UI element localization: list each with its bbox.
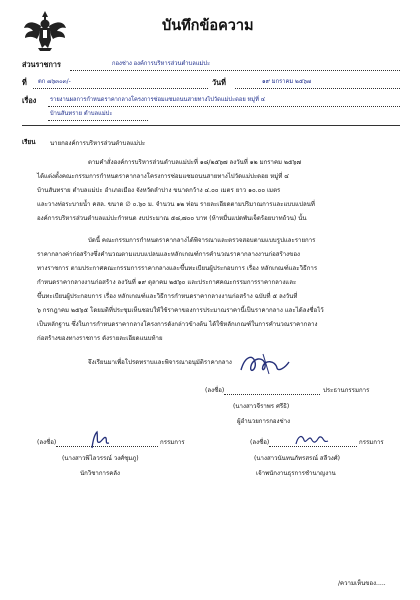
para2-line: เป็นหลักฐาน ซึ่งในการกำหนดราคากลางโครงการดังกล่าวข้างต้น ได้ใช้หลักเกณฑ์ในการคำนวณราคากลาง xyxy=(37,321,318,328)
right-sign-dotline xyxy=(269,446,357,447)
para1-line: องค์การบริหารส่วนตำบลแม่ปะกำหนด งบประมาณ ๕๘,๗๐๐ บาท (ห้าหมื่นแปดพันเจ็ดร้อยบาทถ้วน) นั้น xyxy=(37,215,307,222)
left-sign-dotline xyxy=(56,446,158,447)
right-member-signature xyxy=(292,430,332,454)
para2-line: กำหนดราคากลางงานก่อสร้าง ลงวันที่ ๑๙ ตุลาคม ๒๕๖๐ และประกาศคณะกรรมการราคากลางและ xyxy=(37,279,297,286)
subject-label: เรื่อง xyxy=(22,96,37,105)
para2-line: ก่อสร้างของทางราชการ ดังรายละเอียดแนบท้าย xyxy=(37,335,163,342)
header-divider xyxy=(22,125,400,126)
left-member-name: (นางสาวพิไลวรรณ์ วงศ์ชุมภู) xyxy=(62,455,139,462)
date-label: วันที่ xyxy=(212,78,226,87)
ref-label: ที่ xyxy=(22,78,27,87)
subject-dotline-1 xyxy=(48,106,400,107)
para2-line: ขึ้นทะเบียนผู้ประกอบการ เรื่อง หลักเกณฑ์และวิธีการกำหนดราคากลางงานก่อสร้าง ฉบับที่ ๕ ลงวันที่ xyxy=(37,293,298,300)
subject-dotline-2 xyxy=(48,120,148,121)
garuda-emblem-icon xyxy=(22,8,68,52)
subject-line-2: บ้านสันทราย ตำบลแม่ปะ xyxy=(50,111,113,117)
chair-sign-dotline xyxy=(224,394,320,395)
date-dotline xyxy=(235,88,400,89)
salutation-label: เรียน xyxy=(22,139,36,146)
para1-line: และวางท่อระบายน้ำ คสล. ขนาด ∅ ๐.๖๐ ม. จำนวน ๑๒ ท่อน รายละเอียดตามปริมาณการและแบบแปลนที่ xyxy=(37,201,315,208)
left-member-role: กรรมการ xyxy=(160,439,185,446)
right-member-position: เจ้าพนักงานธุรการชำนาญงาน xyxy=(256,470,336,477)
memo-title: บันทึกข้อความ xyxy=(162,18,254,34)
chair-name: (นางสาวจีราพร ศรีธิ) xyxy=(233,403,290,410)
right-sign-label: (ลงชื่อ) xyxy=(250,439,270,446)
chair-role: ประธานกรรมการ xyxy=(323,387,370,394)
subject-line-1: รายงานผลการกำหนดราคากลางโครงการซ่อมแซมถนนสายทางไปวัดแม่ปะดอย หมู่ที่ ๔ xyxy=(50,97,266,103)
chair-sign-label: (ลงชื่อ) xyxy=(205,387,225,394)
para2-line: ๖ กรกฎาคม ๒๕๖๕ โดยมติที่ประชุมเห็นชอบให้ใช้ราคาของการประมาณราคานี้เป็นราคากลาง และได้ลงชื่อไว้ xyxy=(37,307,324,314)
para2-line: ทางราชการ ตามประกาศคณะกรรมการราคากลางและขึ้นทะเบียนผู้ประกอบการ เรื่อง หลักเกณฑ์และวิธีการ xyxy=(37,265,318,272)
date-value: ๑๙ มกราคม ๒๕๖๗ xyxy=(262,79,312,85)
left-sign-label: (ลงชื่อ) xyxy=(37,439,57,446)
right-member-role: กรรมการ xyxy=(359,439,384,446)
closing-line: จึงเรียนมาเพื่อโปรดทราบและพิจารณาอนุมัติราคากลาง xyxy=(88,359,232,366)
agency-label: ส่วนราชการ xyxy=(22,60,61,69)
salutation-value: นายกองค์การบริหารส่วนตำบลแม่ปะ xyxy=(50,140,146,147)
para1-line: ได้แต่งตั้งคณะกรรมการกำหนดราคากลางโครงการซ่อมแซมถนนสายทางไปวัดแม่ปะดอย หมู่ที่ ๔ xyxy=(37,173,289,180)
para2-line: ราคากลางค่าก่อสร้างซึ่งคำนวณตามแบบแปลนและหลักเกณฑ์การคำนวณราคากลางงานก่อสร้างของ xyxy=(37,251,300,258)
right-member-name: (นางสาวนันทนภัทรสรณ์ สลีวงศ์) xyxy=(254,455,341,462)
para1-line: ตามคำสั่งองค์การบริหารส่วนตำบลแม่ปะที่ ๑๘/๒๕๖๗ ลงวันที่ ๑๒ มกราคม ๒๕๖๗ xyxy=(88,159,302,166)
agency-dotline xyxy=(70,70,400,71)
chair-position: ผู้อำนวยการกองช่าง xyxy=(237,418,291,425)
ref-value: ตก ๗๖๓๐๓/- xyxy=(38,79,71,85)
para2-line: บัดนี้ คณะกรรมการกำหนดราคากลางได้พิจารณาและตรวจสอบตามแบบรูปและรายการ xyxy=(88,237,316,244)
agency-value: กองช่าง องค์การบริหารส่วนตำบลแม่ปะ xyxy=(112,61,211,67)
continue-note: /ความเห็นของ..... xyxy=(338,580,386,587)
left-member-signature xyxy=(84,428,114,456)
chair-signature xyxy=(235,348,295,384)
left-member-position: นักวิชาการคลัง xyxy=(80,470,121,477)
para1-line: บ้านสันทราย ตำบลแม่ปะ อำเภอเมือง จังหวัดลำปาง ขนาดกว้าง ๔.๐๐ เมตร ยาว ๑๐.๐๐ เมตร xyxy=(37,187,281,194)
ref-dotline xyxy=(33,88,208,89)
